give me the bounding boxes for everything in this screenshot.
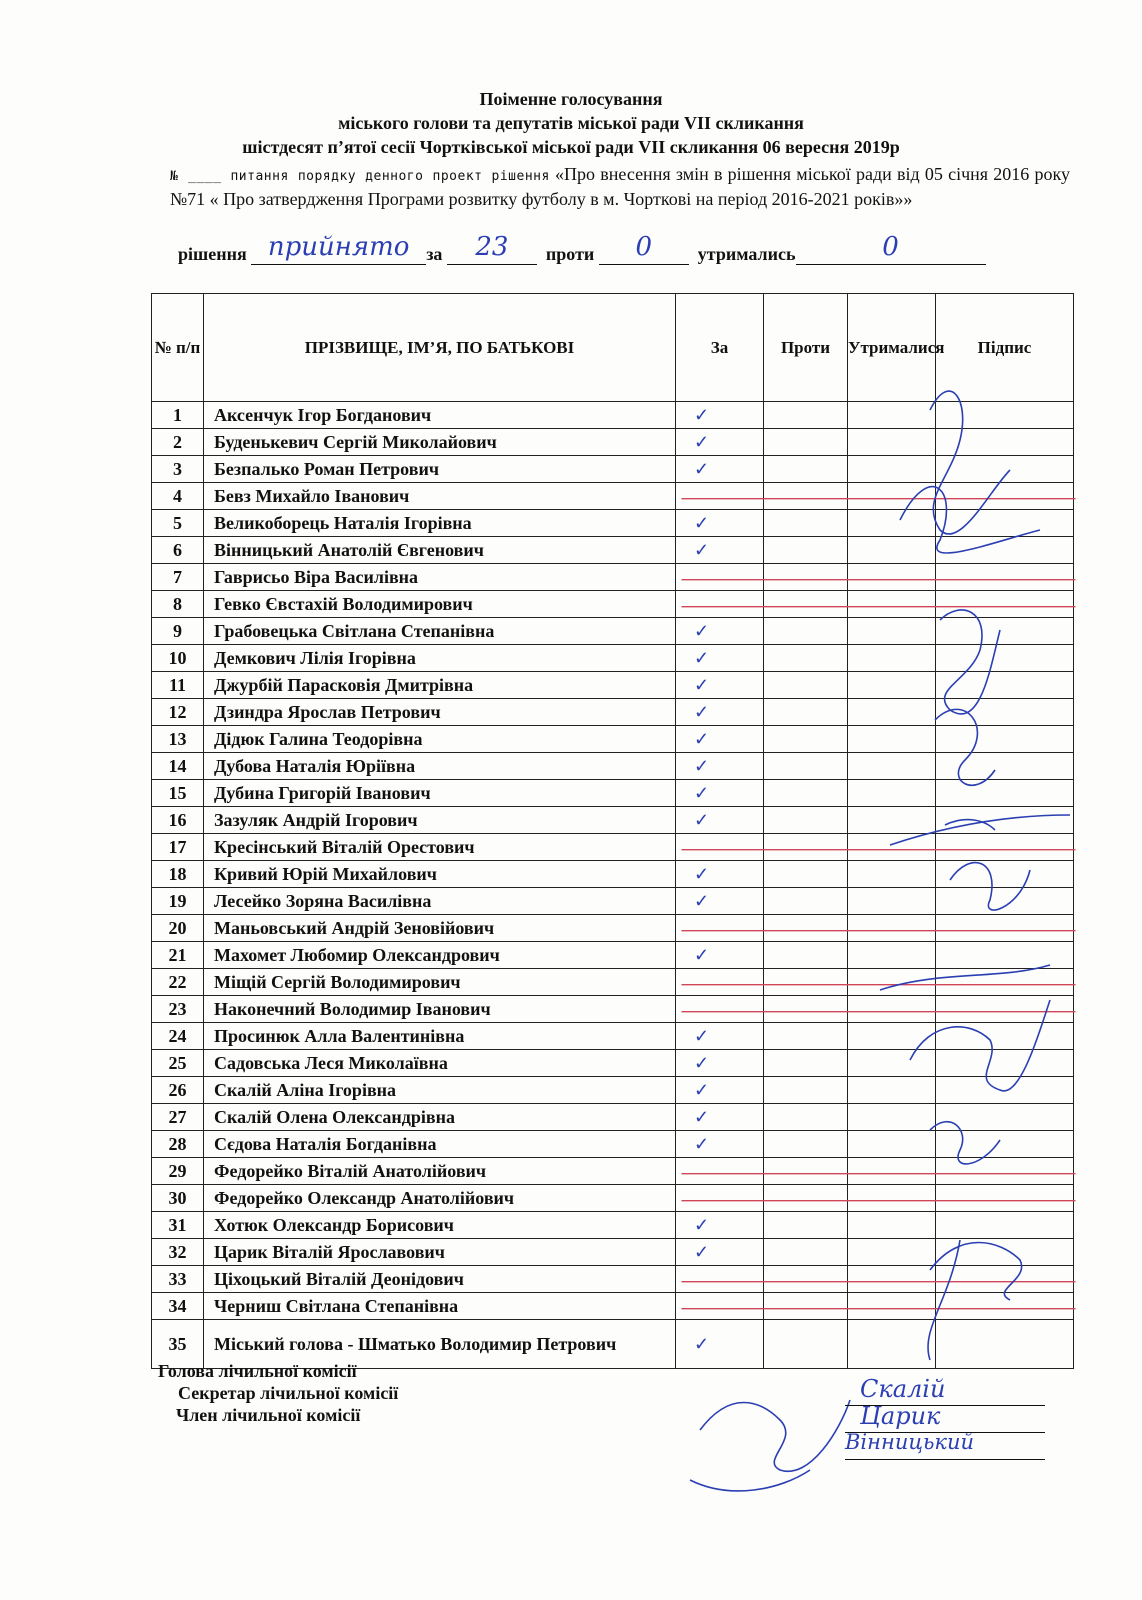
row-name: Скалій Аліна Ігорівна [204,1077,676,1104]
doc-subtitle: міського голови та депутатів міської ради VII скликання [338,113,804,133]
row-name: Гаврисьо Віра Василівна [204,564,676,591]
secretary-underline [845,1432,1045,1433]
row-number: 23 [152,996,204,1023]
row-name: Буденькевич Сергій Миколайович [204,429,676,456]
row-number: 16 [152,807,204,834]
row-number: 1 [152,402,204,429]
row-name: Вінницький Анатолій Євгенович [204,537,676,564]
signature-mark [930,1122,1000,1164]
signature-mark [935,709,995,785]
row-number: 27 [152,1104,204,1131]
row-name: Ціхоцький Віталій Деонідович [204,1266,676,1293]
signature-mark [928,1240,1022,1360]
question-prefix: № ____ питання порядку денного проект рішення [170,169,550,184]
row-za-mark: ✓ [676,429,764,456]
commission-secretary [158,1382,398,1404]
row-number: 7 [152,564,204,591]
row-name: Бевз Михайло Іванович [204,483,676,510]
row-number: 24 [152,1023,204,1050]
decision-label: рішення [178,244,247,264]
row-za-mark: ✓ [676,780,764,807]
row-name: Федорейко Олександр Анатолійович [204,1185,676,1212]
row-name: Кривий Юрій Михайлович [204,861,676,888]
row-number: 15 [152,780,204,807]
commission-footer [158,1360,398,1426]
row-number: 31 [152,1212,204,1239]
row-name: Федорейко Віталій Анатолійович [204,1158,676,1185]
row-za-mark: ✓ [676,861,764,888]
row-number: 22 [152,969,204,996]
header-za: За [676,294,764,402]
row-name: Кресінський Віталій Орестович [204,834,676,861]
row-number: 12 [152,699,204,726]
signature-mark [950,863,1030,910]
row-number: 4 [152,483,204,510]
row-name: Міський голова - Шматько Володимир Петрович [204,1320,676,1369]
question-body: «Про внесення змін в рішення міської ради від 05 січня 2016 року №71 « Про затвердження Програми розвитку футболу в м. Чорткові на період 2016-2021 років»» [170,164,1070,209]
header-utr: Утрималися [848,294,936,402]
row-za-mark: ✓ [676,1104,764,1131]
row-name: Царик Віталій Ярославович [204,1239,676,1266]
za-label: за [426,244,443,264]
row-number: 33 [152,1266,204,1293]
row-number: 30 [152,1185,204,1212]
row-name: Лесейко Зоряна Василівна [204,888,676,915]
row-number: 10 [152,645,204,672]
row-name: Великоборець Наталія Ігорівна [204,510,676,537]
row-name: Міщій Сергій Володимирович [204,969,676,996]
row-number: 14 [152,753,204,780]
row-za-mark: ✓ [676,888,764,915]
row-number: 26 [152,1077,204,1104]
row-za-mark: ✓ [676,1320,764,1369]
row-za-mark: ✓ [676,537,764,564]
row-number: 3 [152,456,204,483]
utr-label: утримались [697,244,796,264]
row-za-mark: ✓ [676,726,764,753]
commission-chair-label: Голова лічильної комісії [158,1361,357,1381]
commission-member-label: Член лічильної комісії [176,1405,361,1425]
absent-strike-lines [682,499,1076,1309]
row-name: Гевко Євстахій Володимирович [204,591,676,618]
row-za-mark: ✓ [676,1239,764,1266]
row-number: 5 [152,510,204,537]
signature-mark [940,610,1000,714]
row-name: Джурбій Парасковія Дмитрівна [204,672,676,699]
row-number: 19 [152,888,204,915]
header-proty: Проти [764,294,848,402]
row-number: 17 [152,834,204,861]
row-number: 2 [152,429,204,456]
row-name: Просинюк Алла Валентинівна [204,1023,676,1050]
chair-name-handwritten: Скалій [860,1375,946,1403]
row-name: Скалій Олена Олександрівна [204,1104,676,1131]
header-signature: Підпис [936,294,1074,402]
signature-mark [890,815,1070,845]
decision-value: прийнято [267,232,410,262]
row-number: 32 [152,1239,204,1266]
row-za-mark: ✓ [676,1212,764,1239]
row-name: Дзиндра Ярослав Петрович [204,699,676,726]
row-name: Аксенчук Ігор Богданович [204,402,676,429]
proty-value: 0 [635,232,653,262]
signature-mark [910,1000,1050,1091]
doc-session: шістдесят п’ятої сесії Чортківської міської ради VII скликання 06 вересня 2019р [242,137,900,157]
row-number: 13 [152,726,204,753]
row-number: 29 [152,1158,204,1185]
header-num: № п/п [152,294,204,402]
row-number: 9 [152,618,204,645]
row-name: Хотюк Олександр Борисович [204,1212,676,1239]
signature-mark [690,1400,850,1491]
row-za-mark: ✓ [676,753,764,780]
row-za-mark: ✓ [676,942,764,969]
row-name: Зазуляк Андрій Ігорович [204,807,676,834]
proty-label: проти [545,244,595,264]
row-za-mark: ✓ [676,807,764,834]
row-number: 18 [152,861,204,888]
secretary-name-handwritten: Царик [860,1402,941,1430]
row-number: 25 [152,1050,204,1077]
row-za-mark: ✓ [676,1023,764,1050]
row-za-mark: ✓ [676,699,764,726]
row-name: Сєдова Наталія Богданівна [204,1131,676,1158]
row-za-mark: ✓ [676,645,764,672]
row-name: Безпалько Роман Петрович [204,456,676,483]
row-name: Дубина Григорій Іванович [204,780,676,807]
row-za-mark: ✓ [676,1050,764,1077]
member-underline [845,1459,1045,1460]
commission-member [158,1404,398,1426]
za-value: 23 [475,232,509,262]
row-za-mark: ✓ [676,1131,764,1158]
header-name: ПРІЗВИЩЕ, ІМ’Я, ПО БАТЬКОВІ [204,294,676,402]
row-name: Махомет Любомир Олександрович [204,942,676,969]
row-za-mark: ✓ [676,618,764,645]
signature-mark [880,965,1050,990]
row-number: 11 [152,672,204,699]
row-number: 8 [152,591,204,618]
row-za-mark: ✓ [676,402,764,429]
row-name: Грабовецька Світлана Степанівна [204,618,676,645]
row-za-mark: ✓ [676,456,764,483]
commission-secretary-label: Секретар лічильної комісії [178,1383,399,1403]
row-number: 34 [152,1293,204,1320]
row-name: Маньовський Андрій Зеновійович [204,915,676,942]
commission-chair [158,1360,398,1382]
row-za-mark: ✓ [676,672,764,699]
row-number: 28 [152,1131,204,1158]
row-name: Дубова Наталія Юріївна [204,753,676,780]
row-number: 21 [152,942,204,969]
row-za-mark: ✓ [676,1077,764,1104]
doc-title: Поіменне голосування [479,89,663,109]
row-za-mark: ✓ [676,510,764,537]
row-number: 6 [152,537,204,564]
row-name: Демкович Лілія Ігорівна [204,645,676,672]
row-number: 35 [152,1320,204,1369]
chair-underline [845,1405,1045,1406]
member-name-handwritten: Вінницький [845,1430,975,1454]
row-name: Черниш Світлана Степанівна [204,1293,676,1320]
row-name: Наконечний Володимир Іванович [204,996,676,1023]
row-name: Садовська Леся Миколаївна [204,1050,676,1077]
utr-value: 0 [882,232,899,262]
signature-scribbles [690,391,1070,1491]
row-name: Дідюк Галина Теодорівна [204,726,676,753]
row-number: 20 [152,915,204,942]
signature-mark [930,391,1010,534]
